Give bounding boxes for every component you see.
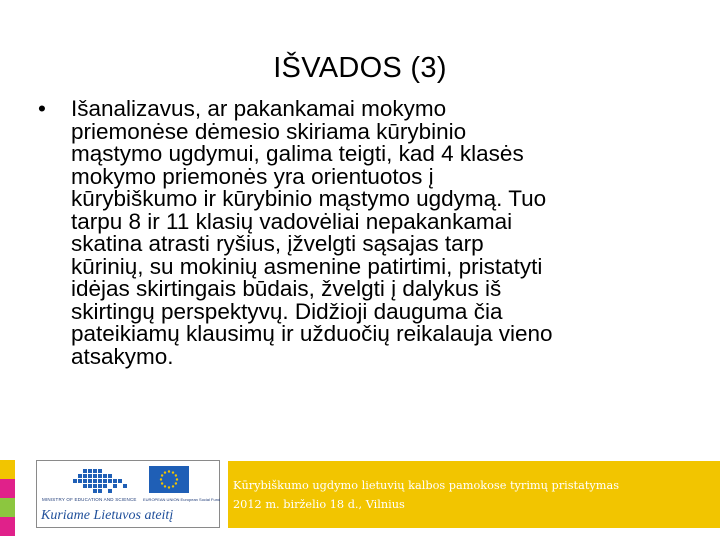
ministry-logo-icon <box>71 467 131 497</box>
presentation-info-box <box>228 461 720 528</box>
text-line: priemonėse dėmesio skiriama kūrybinio <box>71 118 467 144</box>
strip-segment <box>0 517 15 536</box>
color-strip <box>0 460 15 536</box>
text-line: kūrinių, su mokinių asmenine patirtimi, pristatyti <box>71 253 543 279</box>
body-text <box>38 98 698 368</box>
text-line: atsakymo. <box>71 343 174 369</box>
text-line: Išanalizavus, ar pakankamai mokymo <box>71 96 447 121</box>
strip-segment <box>0 460 15 479</box>
presentation-title: Kūrybiškumo ugdymo lietuvių kalbos pamokose tyrimų pristatymas <box>233 479 619 492</box>
slide-title: IŠVADOS (3) <box>273 52 447 84</box>
strip-segment <box>0 479 15 498</box>
eu-logo-text: EUROPEAN UNION European Social Fund <box>143 497 221 502</box>
strip-segment <box>0 498 15 517</box>
bullet-icon: • <box>38 96 46 121</box>
text-line: kūrybiškumo ir kūrybinio mąstymo ugdymą. Tuo <box>71 186 547 211</box>
ministry-logo-text: MINISTRY OF EDUCATION AND SCIENCE <box>42 497 137 502</box>
presentation-date: 2012 m. birželio 18 d., Vilnius <box>233 498 405 511</box>
text-line: idėjas skirtingais būdais, žvelgti į dalykus iš <box>71 276 502 301</box>
text-line: mokymo priemonės yra orientuotos į <box>71 163 434 189</box>
text-line: skatina atrasti ryšius, įžvelgti sąsajas tarp <box>71 231 484 256</box>
text-line: tarpu 8 ir 11 klasių vadovėliai nepakankamai <box>71 208 513 234</box>
text-line: mąstymo ugdymui, galima teigti, kad 4 klasės <box>71 141 524 166</box>
sponsor-logos <box>36 460 220 528</box>
text-line: pateikiamų klausimų ir užduočių reikalauja vieno <box>71 321 553 346</box>
eu-flag-icon <box>149 466 189 493</box>
logo-slogan: Kuriame Lietuvos ateitį <box>41 508 174 523</box>
bullet-text <box>71 98 698 368</box>
text-line: skirtingų perspektyvų. Didžioji dauguma čia <box>71 298 503 324</box>
bullet-item <box>38 98 698 368</box>
